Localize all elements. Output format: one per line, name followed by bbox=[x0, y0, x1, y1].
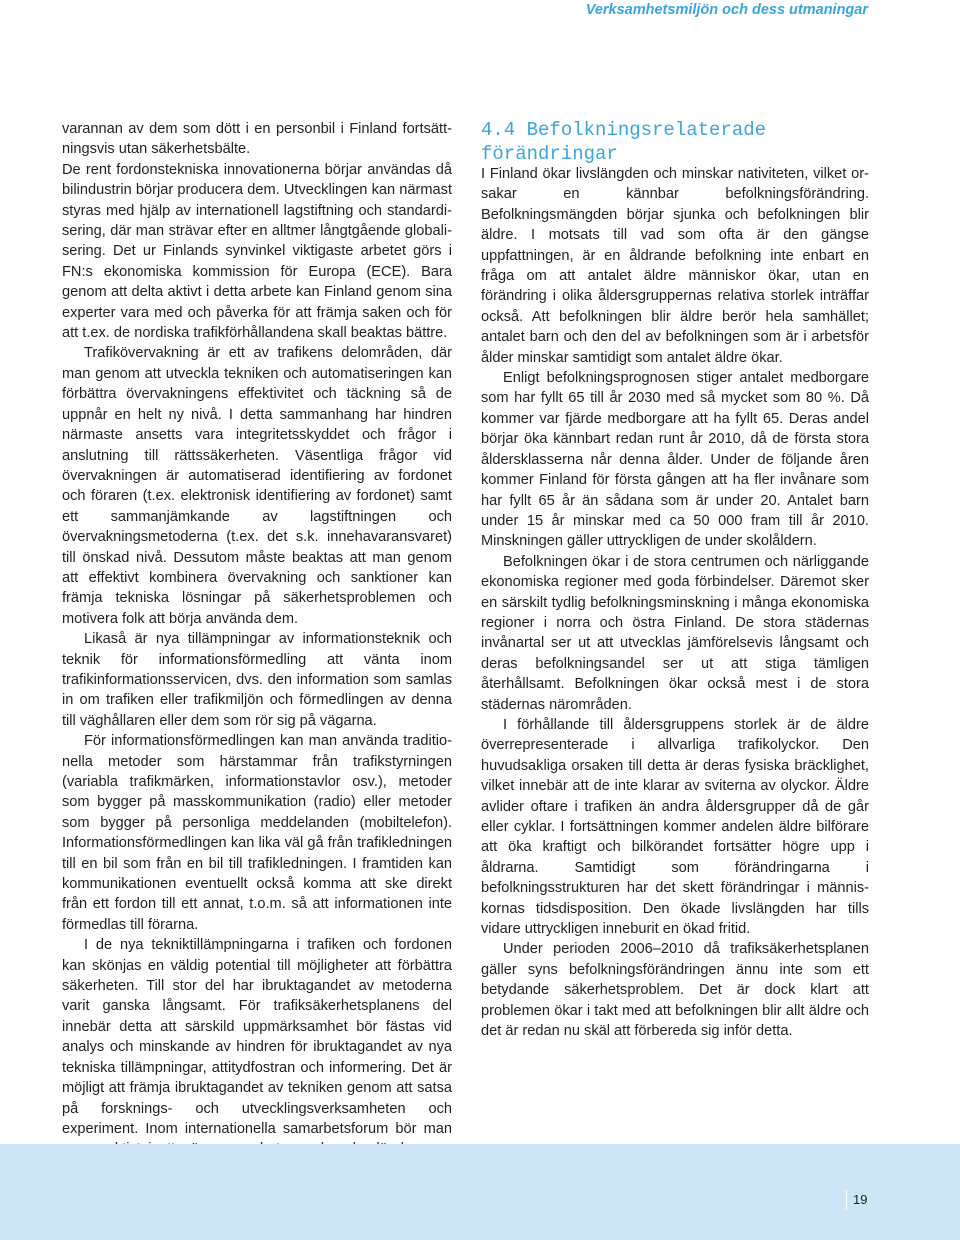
right-column bbox=[481, 164, 869, 1041]
page-number: 19 bbox=[846, 1190, 867, 1210]
left-paragraph-3: Trafikövervakning är ett av trafikens delområden, där man genom att utveckla tekniken och automatiseringen kan förbättra övervakningens effektivitet och täckning så de uppnår en helt ny nivå. I detta sammanhang har hindren närmaste ansetts vara integritetsskyddet och frågor i anslutning till rättssäkerheten. Väsentliga frågor vid övervakningen är automatiserad identifiering av fordonet och föraren (t.ex. elektronisk identifiering av fordonet) samt ett sammanjämkande av lagstiftningen och övervakningsmetoderna (t.ex. det s.k. innehavaransvaret) till önskad nivå. Dessutom måste beaktas att man genom att effektivt kombinera övervakning och sanktioner kan främja tekniska lösningar på säkerhetsproblemen och motivera folk att börja använda dem. bbox=[62, 345, 452, 627]
left-paragraph-4: Likaså är nya tillämpningar av informationsteknik och teknik för informationsförmedling att vänta inom trafikinformationsservicen, dvs. den information som samlas in om trafiken eller trafikmiljön och förmedlingen av denna till väghållaren eller dem som rör sig på vägarna. bbox=[62, 631, 452, 729]
right-paragraph-2: Enligt befolkningsprognosen stiger antalet medborgare som har fyllt 65 till år 2030 med så mycket som 80 %. Då kommer var fjärde medborgare att ha fyllt 65. Deras andel börjar öka kännbart redan runt år 2010, då de första stora åldersklasserna når denna ålder. Under de följande åren kommer Finland för första gången att ha fler invånare som har fyllt 65 år än sådana som är under 20. Antalet barn under 15 år minskar med ca 50 000 fram till år 2010. Minskningen gäller uttryckligen de under skolåldern. bbox=[481, 370, 869, 550]
right-paragraph-1: I Finland ökar livslängden och minskar nativiteten, vilket orsakar en kännbar befolkningsförändring. Befolkningsmängden börjar sjunka och befolkningen blir äldre. I motsats till vad som ofta är den gängse uppfattningen, är en åldrande befolkning inte enbart en fråga om att antalet äldre människor ökar, utan en förändring i olika åldersgruppernas relativa storlek inträffar också. Att befolkningen blir äldre berör hela samhället; antalet barn och den del av befolkningen som är i arbetsför ålder minskar samtidigt som antalet äldre ökar. bbox=[481, 166, 869, 366]
left-paragraph-1: varannan av dem som dött i en personbil i Finland fortsättningsvis utan säkerhetsbälte. bbox=[62, 121, 452, 158]
right-paragraph-4: I förhållande till åldersgruppens storlek är de äldre överrepresenterade i allvarliga trafikolyckor. Den huvudsakliga orsaken till detta är deras fysiska bräcklighet, vilket innebär att de inte klarar av sviterna av olyckor. Äldre avlider oftare i trafiken än andra åldersgrupper då de går eller cyklar. I fortsättningen kommer andelen äldre bilförare att öka kraftigt och bilkörandet fortsätter högre upp i åldrarna. Samtidigt som förändringarna i befolkningsstrukturen har det skett förändringar i människornas tidsdisposition. Den ökade livslängden har tills vidare uttryckligen inneburit en ökad fritid. bbox=[481, 716, 869, 938]
left-column bbox=[62, 119, 452, 1180]
running-header-title: Verksamhetsmiljön och dess utmaningar bbox=[585, 2, 868, 18]
left-paragraph-6: I de nya tekniktillämpningarna i trafiken och fordonen kan skönjas en väldig potential till möjligheter att förbättra säkerheten. Till stor del har ibruktagandet av metoderna varit ganska långsamt. För trafiksäkerhetsplanens del innebär detta att särskild uppmärksamhet bör fästas vid analys och minskande av hindren för ibruktagandet av nya tekniska tillämpningar, attitydfostran och informering. Det är möjligt att främja ibruktagandet av tekniken genom att satsa på forsknings- och utvecklingsverksamheten och experiment. Inom internationella samarbetsforum bör man bbox=[62, 937, 452, 1137]
footer-band bbox=[0, 1144, 960, 1240]
right-paragraph-3: Befolkningen ökar i de stora centrumen och närliggande ekonomiska regioner med goda förbindelser. Däremot sker en särskilt tydlig befolkningsminskning i många ekonomiska regioner i norra och östra Finland. De stora städernas invånartal ser ut att utvecklas jämförelsevis långsamt och deras befolkningsandel ser ut att stiga tämligen återhållsamt. Befolkningen ökar också mest i de stora städernas närområden. bbox=[481, 553, 869, 713]
right-paragraph-5: Under perioden 2006–2010 då trafiksäkerhetsplanen gäller syns befolkningsförändringen ännu inte som ett betydande säkerhetsproblem. Det är dock klart att problemen ökar i takt med att befolkningen blir allt äldre och det är redan nu skäl att förbereda sig inför detta. bbox=[481, 941, 869, 1040]
left-paragraph-5: För informationsförmedlingen kan man använda traditionella metoder som härstammar från trafikstyrningen (variabla trafikmärken, informationstavlor osv.), metoder som bygger på masskommunikation (radio) eller metoder som bygger på personliga meddelanden (mobiltelefon). Informationsförmedlingen kan lika väl gå från trafikledningen till en bil som från en bil till trafikledningen. I framtiden kan kommunikationen eventuellt också komma att ske direkt från ett fordon till ett annat, t.o.m. så att informationen inte förmedlas till förarna. bbox=[62, 733, 452, 933]
section-heading: 4.4 Befolkningsrelaterade förändringar bbox=[481, 119, 767, 165]
running-header bbox=[0, 0, 960, 30]
left-paragraph-2: De rent fordonstekniska innovationerna börjar användas då bilindustrin börjar producera dem. Utvecklingen kan närmast styras med hjälp av internationell lagstiftning och standardisering, där man strävar efter en alltmer långtgående globalisering. Det ur Finlands synvinkel viktigaste arbetet görs i FN:s ekonomiska kommission för Europa (ECE). Bara genom att delta aktivt i detta arbete kan Finland genom sina experter vara med och påverka för att främja saken och för att t.ex. de nordiska trafikförhållandena skall beaktas bättre. bbox=[62, 161, 452, 342]
